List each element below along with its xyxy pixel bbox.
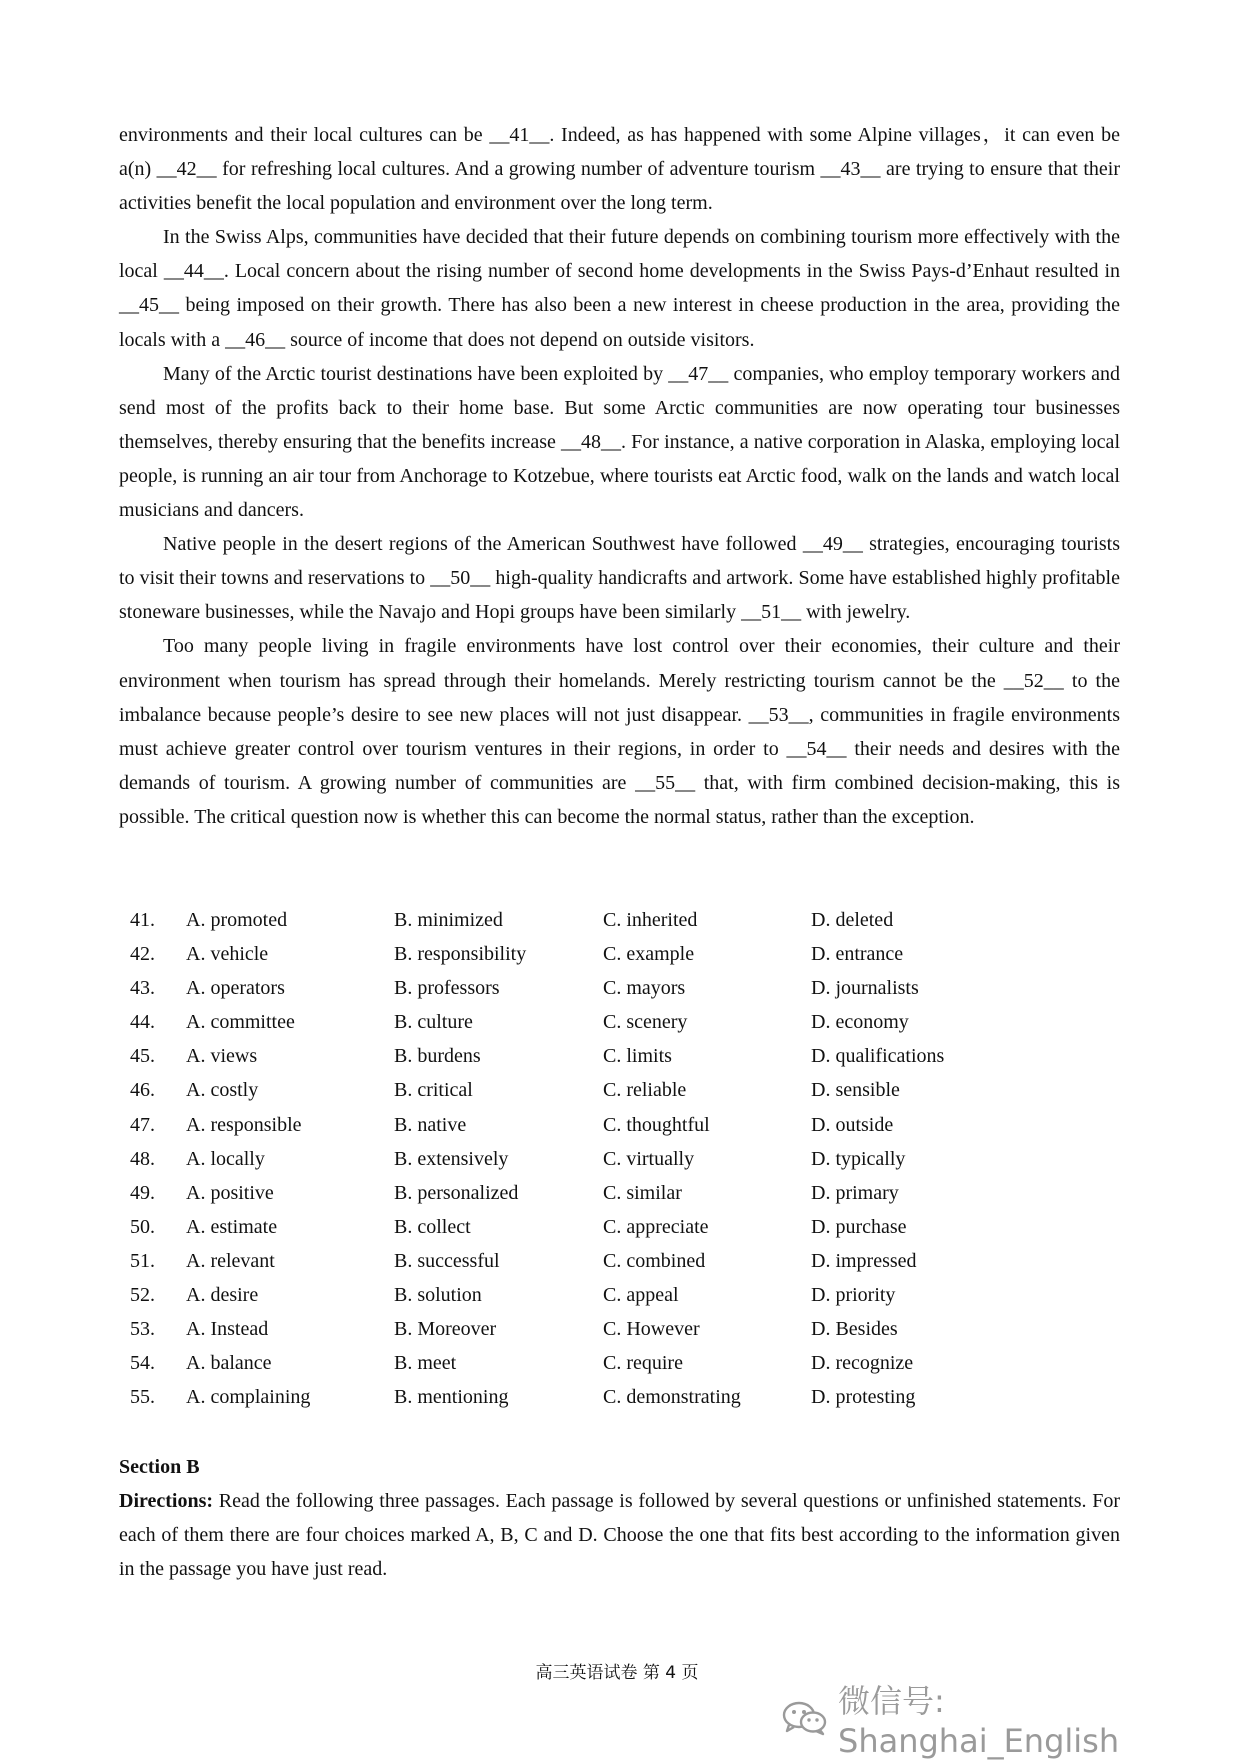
option-b: B. personalized [394, 1181, 519, 1204]
option-b: B. solution [394, 1284, 482, 1307]
option-row [119, 1346, 1120, 1380]
option-b: B. mentioning [394, 1386, 509, 1409]
passage-paragraph-1: environments and their local cultures can be __41__. Indeed, as has happened with some Alpine villages，it can even be a(n) __42__ for refreshing local cultures. And a growing number of adventure tourism __43__ are trying to ensure that their activities benefit the local population and environment over the long term. [119, 124, 1120, 215]
option-d: D. sensible [811, 1079, 900, 1102]
section-b [119, 1450, 1120, 1586]
page-footer: 高三英语试卷 第 4 页 [535, 1663, 699, 1683]
option-c: C. demonstrating [603, 1386, 741, 1409]
option-b: B. extensively [394, 1147, 509, 1170]
option-a: A. committee [186, 1011, 295, 1034]
option-a: A. desire [186, 1284, 259, 1307]
option-c: C. limits [603, 1045, 672, 1068]
question-number: 44. [130, 1011, 155, 1034]
option-b: B. Moreover [394, 1318, 497, 1341]
wechat-icon [782, 1700, 828, 1736]
option-c: C. However [603, 1318, 700, 1341]
options-table [119, 903, 1120, 1414]
option-a: A. costly [186, 1079, 259, 1102]
option-c: C. appreciate [603, 1215, 709, 1238]
passage-paragraph-3: Many of the Arctic tourist destinations have been exploited by __47__ companies, who employ temporary workers and send most of the profits back to their home base. But some Arctic communities are now operating tour businesses themselves, thereby ensuring that the benefits increase __48__. For instance, a native corporation in Alaska, employing local people, is running an air tour from Anchorage to Kotzebue, where tourists eat Arctic food, walk on the lands and watch local musicians and dancers. [119, 362, 1120, 522]
option-row [119, 1073, 1120, 1107]
option-row [119, 903, 1120, 937]
question-number: 49. [130, 1181, 155, 1204]
option-row [119, 1210, 1120, 1244]
question-number: 43. [130, 977, 155, 1000]
option-d: D. deleted [811, 909, 894, 931]
option-row [119, 1005, 1120, 1039]
option-b: B. critical [394, 1079, 473, 1102]
option-row [119, 1142, 1120, 1176]
option-c: C. reliable [603, 1079, 687, 1102]
option-a: A. vehicle [186, 943, 269, 966]
option-a: A. positive [186, 1181, 274, 1204]
question-number: 45. [130, 1045, 155, 1068]
option-row [119, 1312, 1120, 1346]
option-a: A. relevant [186, 1249, 275, 1272]
section-b-directions [119, 1484, 1120, 1586]
option-d: D. protesting [811, 1386, 916, 1409]
watermark [782, 1676, 1234, 1760]
option-a: A. promoted [186, 909, 288, 931]
section-b-heading: Section B [119, 1456, 200, 1478]
option-c: C. appeal [603, 1284, 679, 1307]
question-number: 50. [130, 1215, 155, 1238]
option-b: B. meet [394, 1352, 457, 1375]
option-d: D. economy [811, 1011, 909, 1034]
option-a: A. Instead [186, 1318, 269, 1341]
option-b: B. minimized [394, 909, 503, 931]
option-c: C. inherited [603, 909, 698, 931]
option-a: A. responsible [186, 1113, 302, 1136]
option-c: C. mayors [603, 977, 686, 1000]
option-d: D. recognize [811, 1352, 914, 1375]
option-c: C. require [603, 1352, 683, 1375]
option-row [119, 1039, 1120, 1073]
option-b: B. successful [394, 1249, 500, 1272]
question-number: 51. [130, 1249, 155, 1272]
option-b: B. native [394, 1113, 467, 1136]
option-row [119, 1176, 1120, 1210]
option-d: D. purchase [811, 1215, 907, 1238]
option-b: B. responsibility [394, 943, 527, 966]
option-d: D. qualifications [811, 1045, 945, 1068]
option-d: D. typically [811, 1147, 906, 1170]
option-a: A. estimate [186, 1215, 278, 1238]
option-c: C. thoughtful [603, 1113, 710, 1136]
question-number: 41. [130, 909, 155, 931]
option-d: D. outside [811, 1113, 894, 1136]
passage-paragraph-2: In the Swiss Alps, communities have decided that their future depends on combining tourism more effectively with the local __44__. Local concern about the rising number of second home developments in the Swiss Pays-d’Enhaut resulted in __45__ being imposed on their growth. There has also been a new interest in cheese production in the area, providing the locals with a __46__ source of income that does not depend on outside visitors. [119, 226, 1120, 351]
question-number: 42. [130, 943, 155, 966]
passage-paragraph-5: Too many people living in fragile environments have lost control over their economies, their culture and their environment when tourism has spread through their homelands. Merely restricting tourism cannot be the __52__ to the imbalance because people’s desire to see new places will not just disappear. __53__, communities in fragile environments must achieve greater control over tourism ventures in their regions, in order to __54__ their needs and desires with the demands of tourism. A growing number of communities are __55__ that, with firm combined decision-making, this is possible. The critical question now is whether this can become the normal status, rather than the exception. [119, 635, 1120, 828]
option-b: B. culture [394, 1011, 473, 1034]
option-c: C. example [603, 943, 695, 966]
option-row [119, 1380, 1120, 1414]
option-row [119, 1278, 1120, 1312]
option-a: A. views [186, 1045, 258, 1068]
question-number: 52. [130, 1284, 155, 1307]
watermark-text: 微信号: Shanghai_English [838, 1682, 1120, 1760]
option-c: C. virtually [603, 1147, 695, 1170]
question-number: 54. [130, 1352, 155, 1375]
option-row [119, 971, 1120, 1005]
option-b: B. burdens [394, 1045, 481, 1068]
option-row [119, 937, 1120, 971]
option-row [119, 1108, 1120, 1142]
option-d: D. entrance [811, 943, 904, 966]
passage-paragraph-4: Native people in the desert regions of the American Southwest have followed __49__ strategies, encouraging tourists to visit their towns and reservations to __50__ high-quality handicrafts and artwork. Some have established highly profitable stoneware businesses, while the Navajo and Hopi groups have been similarly __51__ with jewelry. [119, 533, 1120, 624]
option-row [119, 1244, 1120, 1278]
option-d: D. Besides [811, 1318, 898, 1341]
question-number: 47. [130, 1113, 155, 1136]
option-a: A. complaining [186, 1386, 311, 1409]
question-number: 55. [130, 1386, 155, 1409]
passage [119, 118, 1120, 834]
option-b: B. professors [394, 977, 500, 1000]
question-number: 46. [130, 1079, 155, 1102]
question-number: 53. [130, 1318, 155, 1341]
directions-label: Directions: [119, 1490, 214, 1513]
option-c: C. similar [603, 1181, 682, 1204]
question-number: 48. [130, 1147, 155, 1170]
option-d: D. impressed [811, 1249, 917, 1272]
option-d: D. journalists [811, 977, 919, 1000]
option-a: A. operators [186, 977, 285, 1000]
option-d: D. primary [811, 1181, 899, 1204]
directions-text: Read the following three passages. Each passage is followed by several questions or unfinished statements. For each of them there are four choices marked A, B, C and D. Choose the one that fits best according to the information given in the passage you have just read. [119, 1490, 1120, 1581]
option-a: A. balance [186, 1352, 272, 1375]
option-d: D. priority [811, 1284, 896, 1307]
option-c: C. combined [603, 1249, 706, 1272]
option-a: A. locally [186, 1147, 265, 1170]
option-b: B. collect [394, 1215, 471, 1238]
option-c: C. scenery [603, 1011, 688, 1034]
